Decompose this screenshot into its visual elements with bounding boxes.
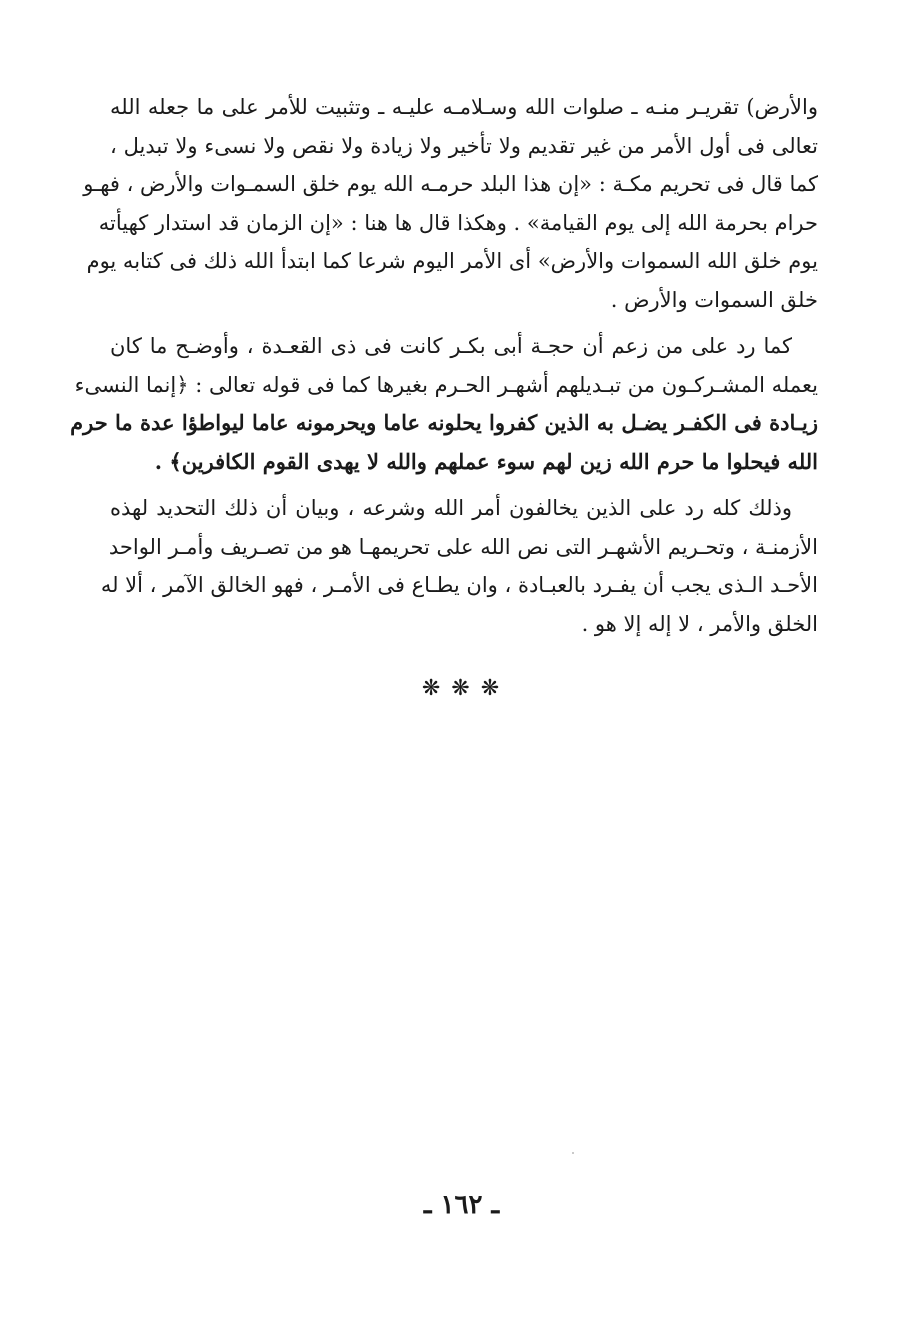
text-line: خلق السموات والأرض . <box>610 287 818 312</box>
text-line: كما قال فى تحريم مكـة : «إن هذا البلد حرمـه الله يوم خلق السمـوات والأرض ، فهـو <box>83 172 818 196</box>
text-line: تعالى فى أول الأمر من غير تقديم ولا تأخير ولا زيادة ولا نقص ولا نسىء ولا تبديل ، <box>110 133 818 158</box>
quran-quote-line: زيـادة فى الكفـر يضـل به الذين كفروا يحلونه عاما ويحرمونه عاما ليواطؤا عدة ما حرم <box>70 410 818 435</box>
text-line: الخلق والأمر ، لا إله إلا هو . <box>581 611 818 636</box>
text-line: يوم خلق الله السموات والأرض» أى الأمر اليوم شرعا كما ابتدأ الله ذلك فى كتابه يوم <box>86 249 818 273</box>
section-separator: ❋ ❋ ❋ <box>421 676 502 701</box>
paragraph-1 <box>83 88 818 319</box>
text-line: وذلك كله رد على الذين يخالفون أمر الله وشرعه ، وبيان أن ذلك التحديد لهذه <box>110 496 792 520</box>
scan-speck <box>572 1152 574 1154</box>
text-line: يعمله المشـركـون من تبـديلهم أشهـر الحـرم بغيرها كما فى قوله تعالى : ﴿إنما النسىء <box>74 372 818 397</box>
body-text <box>70 88 818 643</box>
text-line: حرام بحرمة الله إلى يوم القيامة» . وهكذا قال ها هنا : «إن الزمان قد استدار كهيأته <box>98 210 818 235</box>
paragraph-3 <box>100 489 818 643</box>
text-line: كما رد على من زعم أن حجـة أبى بكـر كانت فى ذى القعـدة ، وأوضـح ما كان <box>110 334 792 358</box>
quran-quote-line: الله فيحلوا ما حرم الله زين لهم سوء عملهم والله لا يهدى القوم الكافرين﴾ . <box>154 448 818 474</box>
paragraph-2 <box>70 327 818 481</box>
text-line: الأحـد الـذى يجب أن يفـرد بالعبـادة ، وان يطـاع فى الأمـر ، فهو الخالق الآمر ، ألا له <box>100 573 818 597</box>
text-line: الأزمنـة ، وتحـريم الأشهـر التى نص الله على تحريمهـا هو من تصـريف وأمـر الواحد <box>108 534 818 559</box>
text-line: والأرض) تقريـر منـه ـ صلوات الله وسـلامـه عليـه ـ وتثبيت للأمر على ما جعله الله <box>110 95 818 119</box>
page-number: ـ ١٦٢ ـ <box>423 1190 500 1220</box>
